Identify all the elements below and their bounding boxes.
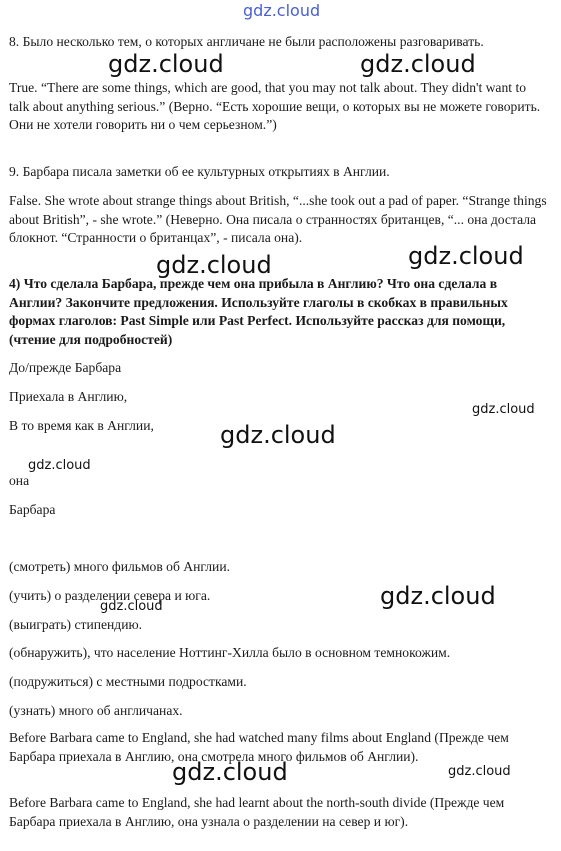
watermark: gdz.cloud [360, 50, 476, 78]
statement-9: 9. Барбара писала заметки об ее культурных открытиях в Англии. [9, 164, 390, 179]
statement-8: 8. Было несколько тем, о которых англичане не были расположены разговаривать. [9, 34, 484, 49]
task-4-instructions: 4) Что сделала Барбара, прежде чем она прибыла в Англию? Что она сделала в Англии? Закончите предложения. Используйте глаголы в скобках в правильных формах глаголов: Past Simple или Past Perfect. Используйте рассказ для помощи, (чтение для подробностей) [9, 276, 508, 347]
phrase-make-friends: (подружиться) с местными подростками. [9, 674, 247, 689]
watermark: gdz.cloud [108, 50, 224, 78]
phrase-discover-population: (обнаружить), что население Ноттинг-Хилла было в основном темнокожим. [9, 645, 451, 660]
watermark: gdz.cloud [156, 251, 272, 279]
watermark: gdz.cloud [472, 402, 535, 417]
answer-8: True. “There are some things, which are good, that you may not talk about. They didn't want to talk about anything serious.” (Верно. “Есть хорошие вещи, о которых вы не можете говорить. Они не хотели говорить ни о чем серьезном.”) [9, 80, 541, 132]
watermark: gdz.cloud [408, 242, 524, 270]
watermark: gdz.cloud [448, 764, 511, 779]
prompt-before-barbara: До/прежде Барбара [9, 360, 122, 375]
answer-9: False. She wrote about strange things about British, “...she took out a pad of paper. “Strange things about British”, - she wrote.” (Неверно. Она писала о странностях британцев, “... она достала блокнот. “Странности о британцах”, - писала она). [9, 193, 547, 245]
watermark: gdz.cloud [28, 458, 91, 473]
answer-sentence-2: Before Barbara came to England, she had learnt about the north-south divide (Прежде чем Барбара приехала в Англию, она узнала о разделении на север и юг). [9, 795, 505, 829]
phrase-learn-divide: (учить) о разделении севера и юга. [9, 588, 211, 603]
answer-sentence-1: Before Barbara came to England, she had watched many films about England (Прежде чем Барбара приехала в Англию, она смотрела много фильмов об Англии). [9, 730, 509, 764]
watermark: gdz.cloud [172, 758, 288, 786]
phrase-watch-films: (смотреть) много фильмов об Англии. [9, 559, 230, 574]
watermark: gdz.cloud [380, 582, 496, 610]
phrase-learn-english-people: (узнать) много об англичанах. [9, 703, 183, 718]
watermark: gdz.cloud [220, 421, 336, 449]
prompt-barbara: Барбара [9, 502, 56, 517]
phrase-win-scholarship: (выиграть) стипендию. [9, 617, 143, 632]
prompt-arrived-england: Приехала в Англию, [9, 389, 128, 404]
watermark-top: gdz.cloud [243, 1, 321, 20]
watermark: gdz.cloud [100, 599, 163, 614]
prompt-while-in-england: В то время как в Англии, [9, 418, 154, 433]
prompt-she: она [9, 473, 30, 488]
